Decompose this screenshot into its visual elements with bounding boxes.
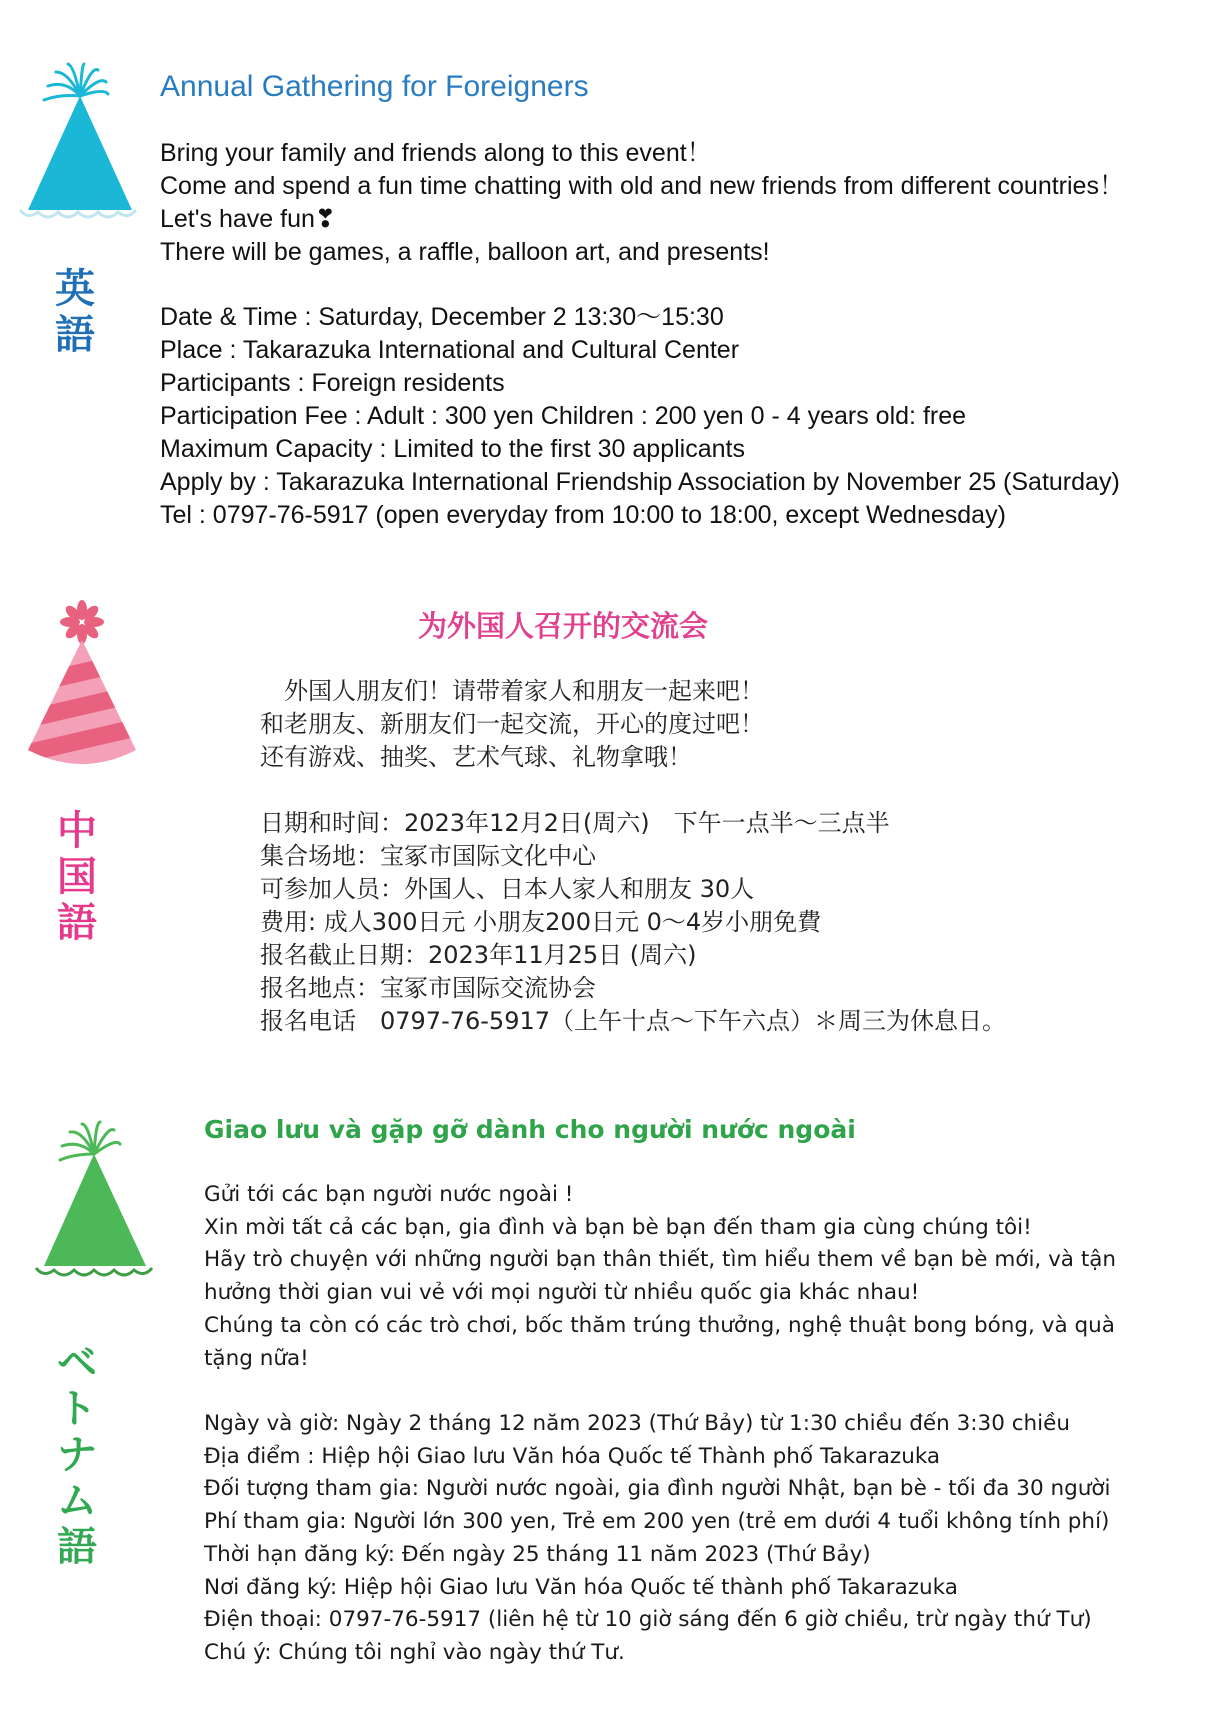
language-label-english: 英 語: [55, 266, 95, 358]
chinese-section: [0, 560, 1213, 1100]
language-label-vietnamese: ベ ト ナ ム 語: [57, 1340, 97, 1570]
detail-line: 集合场地：宝冢市国际文化中心: [260, 842, 596, 870]
intro-line: 还有游戏、抽奖、艺术气球、礼物拿哦！: [260, 743, 692, 771]
intro-line: Let's have fun❣: [160, 205, 336, 233]
intro-line: Bring your family and friends along to this event！: [160, 139, 712, 167]
detail-line: 报名截止日期：2023年11月25日 (周六): [260, 941, 697, 969]
english-section: [0, 0, 1213, 560]
language-label-chinese: 中 国 語: [57, 808, 97, 946]
detail-line: Date & Time : Saturday, December 2 13:30～15:30: [160, 303, 724, 331]
intro-line: hưởng thời gian vui vẻ với mọi người từ nhiều quốc gia khác nhau!: [204, 1280, 920, 1306]
chinese-title: 为外国人召开的交流会: [418, 609, 709, 643]
detail-line: Phí tham gia: Người lớn 300 yen, Trẻ em 200 yen (trẻ em dưới 4 tuổi không tính phí): [204, 1509, 1110, 1535]
detail-line: 日期和时间：2023年12月2日(周六) 下午一点半～三点半: [260, 809, 890, 837]
detail-line: Place : Takarazuka International and Cultural Center: [160, 336, 740, 364]
detail-line: Participation Fee : Adult : 300 yen Children : 200 yen 0 - 4 years old: free: [160, 402, 967, 430]
detail-line: Điện thoại: 0797-76-5917 (liên hệ từ 10 giờ sáng đến 6 giờ chiều, trừ ngày thứ Tư): [204, 1607, 1092, 1633]
detail-line: Thời hạn đăng ký: Đến ngày 25 tháng 11 năm 2023 (Thứ Bảy): [204, 1541, 871, 1567]
intro-line: 外国人朋友们！请带着家人和朋友一起来吧！: [260, 677, 764, 705]
english-title: Annual Gathering for Foreigners: [160, 70, 589, 103]
detail-line: 费用: 成人300日元 小朋友200日元 0～4岁小朋免費: [260, 908, 822, 936]
detail-line: Ngày và giờ: Ngày 2 tháng 12 năm 2023 (Thứ Bảy) từ 1:30 chiều đến 3:30 chiều: [204, 1411, 1071, 1436]
intro-line: Xin mời tất cả các bạn, gia đình và bạn bè bạn đến tham gia cùng chúng tôi!: [204, 1214, 1032, 1240]
detail-line: 报名地点：宝冢市国际交流协会: [260, 974, 596, 1002]
chinese-intro: [260, 675, 764, 774]
chinese-details: [260, 807, 1006, 1038]
party-hat-blue-icon: [8, 60, 138, 240]
party-hat-pink-icon: [18, 600, 148, 780]
vietnamese-section: [0, 1100, 1213, 1716]
intro-line: 和老朋友、新朋友们一起交流，开心的度过吧！: [260, 710, 764, 738]
detail-line: Maximum Capacity : Limited to the first 30 applicants: [160, 435, 745, 463]
intro-line: tặng nữa!: [204, 1345, 309, 1371]
detail-line: Tel : 0797-76-5917 (open everyday from 10:00 to 18:00, except Wednesday): [160, 501, 1006, 529]
detail-line: Chú ý: Chúng tôi nghỉ vào ngày thứ Tư.: [204, 1639, 625, 1665]
intro-line: Come and spend a fun time chatting with old and new friends from different countries！: [160, 172, 1124, 200]
detail-line: 报名电话 0797-76-5917（上午十点～下午六点）＊周三为休息日。: [260, 1007, 1007, 1035]
vietnamese-intro: [204, 1179, 1116, 1375]
intro-line: Gửi tới các bạn người nước ngoài !: [204, 1182, 574, 1207]
english-details: [160, 301, 1120, 532]
detail-line: Đối tượng tham gia: Người nước ngoài, gia đình người Nhật, bạn bè - tối đa 30 người: [204, 1476, 1111, 1502]
party-hat-green-icon: [30, 1118, 160, 1298]
intro-line: Hãy trò chuyện với những người bạn thân thiết, tìm hiểu them về bạn bè mới, và tận: [204, 1247, 1117, 1273]
detail-line: Địa điểm : Hiệp hội Giao lưu Văn hóa Quốc tế Thành phố Takarazuka: [204, 1443, 941, 1469]
vietnamese-title: Giao lưu và gặp gỡ dành cho người nước ngoài: [204, 1115, 856, 1144]
detail-line: 可参加人员：外国人、日本人家人和朋友 30人: [260, 875, 755, 903]
intro-line: There will be games, a raffle, balloon art, and presents!: [160, 238, 770, 266]
intro-line: Chúng ta còn có các trò chơi, bốc thăm trúng thưởng, nghệ thuật bong bóng, và quà: [204, 1312, 1115, 1338]
vietnamese-details: [204, 1408, 1111, 1670]
english-intro: [160, 137, 1124, 269]
detail-line: Participants : Foreign residents: [160, 369, 505, 397]
detail-line: Nơi đăng ký: Hiệp hội Giao lưu Văn hóa Quốc tế thành phố Takarazuka: [204, 1574, 958, 1600]
detail-line: Apply by : Takarazuka International Friendship Association by November 25 (Saturday): [160, 468, 1120, 496]
